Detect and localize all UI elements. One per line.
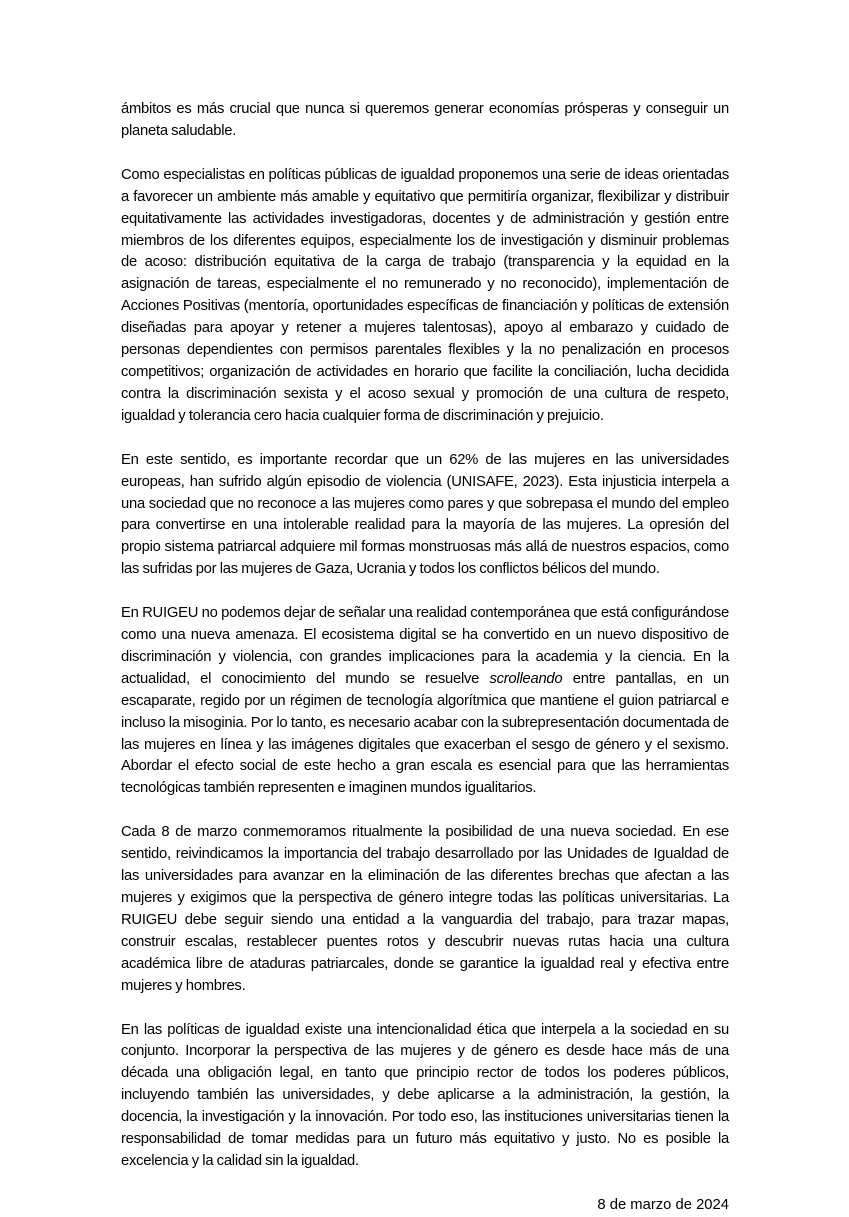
paragraph-1: ámbitos es más crucial que nunca si queremos generar economías prósperas y conseguir un planeta saludable. <box>121 101 729 139</box>
paragraph-2: Como especialistas en políticas públicas de igualdad proponemos una serie de ideas orientadas a favorecer un ambiente más amable y equitativo que permitiría organizar, flexibilizar y distribuir equitativamente las actividades investigadoras, docentes y de administración y gestión entre miembros de los diferentes equipos, especialmente los de investigación y disminuir problemas de acoso: distribución equitativa de la carga de trabajo (transparencia y la equidad en la asignación de tareas, especialmente el no remunerado y no reconocido), implementación de Acciones Positivas (mentoría, oportunidades específicas de financiación y políticas de extensión diseñadas para apoyar y retener a mujeres talentosas), apoyo al embarazo y cuidado de personas dependientes con permisos parentales flexibles y la no penalización en procesos competitivos; organización de actividades en horario que facilite la conciliación, lucha decidida contra la discriminación sexista y el acoso sexual y promoción de una cultura de respeto, igualdad y tolerancia cero hacia cualquier forma de discriminación y prejuicio. <box>121 166 729 424</box>
paragraph-4-italic-term: scrolleando <box>489 670 563 687</box>
paragraph-5: Cada 8 de marzo conmemoramos ritualmente la posibilidad de una nueva sociedad. En ese sentido, reivindicamos la importancia del trabajo desarrollado por las Unidades de Igualdad de las universidades para avanzar en la eliminación de las diferentes brechas que afectan a las mujeres y exigimos que la perspectiva de género integre todas las políticas universitarias. La RUIGEU debe seguir siendo una entidad a la vanguardia del trabajo, para trazar mapas, construir escalas, restablecer puentes rotos y descubrir nuevas rutas hacia una cultura académica libre de ataduras patriarcales, donde se garantice la igualdad real y efectiva entre mujeres y hombres. <box>121 824 729 994</box>
paragraph-3: En este sentido, es importante recordar que un 62% de las mujeres en las universidades europeas, han sufrido algún episodio de violencia (UNISAFE, 2023). Esta injusticia interpela a una sociedad que no reconoce a las mujeres como pares y que sobrepasa el mundo del empleo para convertirse en una intolerable realidad para la mayoría de las mujeres. La opresión del propio sistema patriarcal adquiere mil formas monstruosas más allá de nuestros espacios, como las sufridas por las mujeres de Gaza, Ucrania y todos los conflictos bélicos del mundo. <box>121 451 729 578</box>
paragraph-4-text-after: entre pantallas, en un escaparate, regido por un régimen de tecnología algorítmica que mantiene el guion patriarcal e incluso la misoginia. Por lo tanto, es necesario acabar con la subrepresentación documentada de las mujeres en línea y las imágenes digitales que exacerban el sesgo de género y el sexismo. Abordar el efecto social de este hecho a gran escala es esencial para que las herramientas tecnológicas también representen e imaginen mundos igualitarios. <box>121 670 729 797</box>
paragraph-4-text-before: En RUIGEU no podemos dejar de señalar una realidad contemporánea que está configurándose como una nueva amenaza. El ecosistema digital se ha convertido en un nuevo dispositivo de discriminación y violencia, con grandes implicaciones para la academia y la ciencia. En la actualidad, el conocimiento del mundo se resuelve <box>121 605 729 687</box>
paragraph-6: En las políticas de igualdad existe una intencionalidad ética que interpela a la sociedad en su conjunto. Incorporar la perspectiva de las mujeres y de género es desde hace más de una década una obligación legal, en tanto que principio rector de todos los poderes públicos, incluyendo también las universidades, y debe aplicarse a la administración, la gestión, la docencia, la investigación y la innovación. Por todo eso, las instituciones universitarias tienen la responsabilidad de tomar medidas para un futuro más equitativo y justo. No es posible la excelencia y la calidad sin la igualdad. <box>121 1021 729 1169</box>
document-date: 8 de marzo de 2024 <box>597 1196 729 1213</box>
paragraph-4 <box>121 603 729 800</box>
